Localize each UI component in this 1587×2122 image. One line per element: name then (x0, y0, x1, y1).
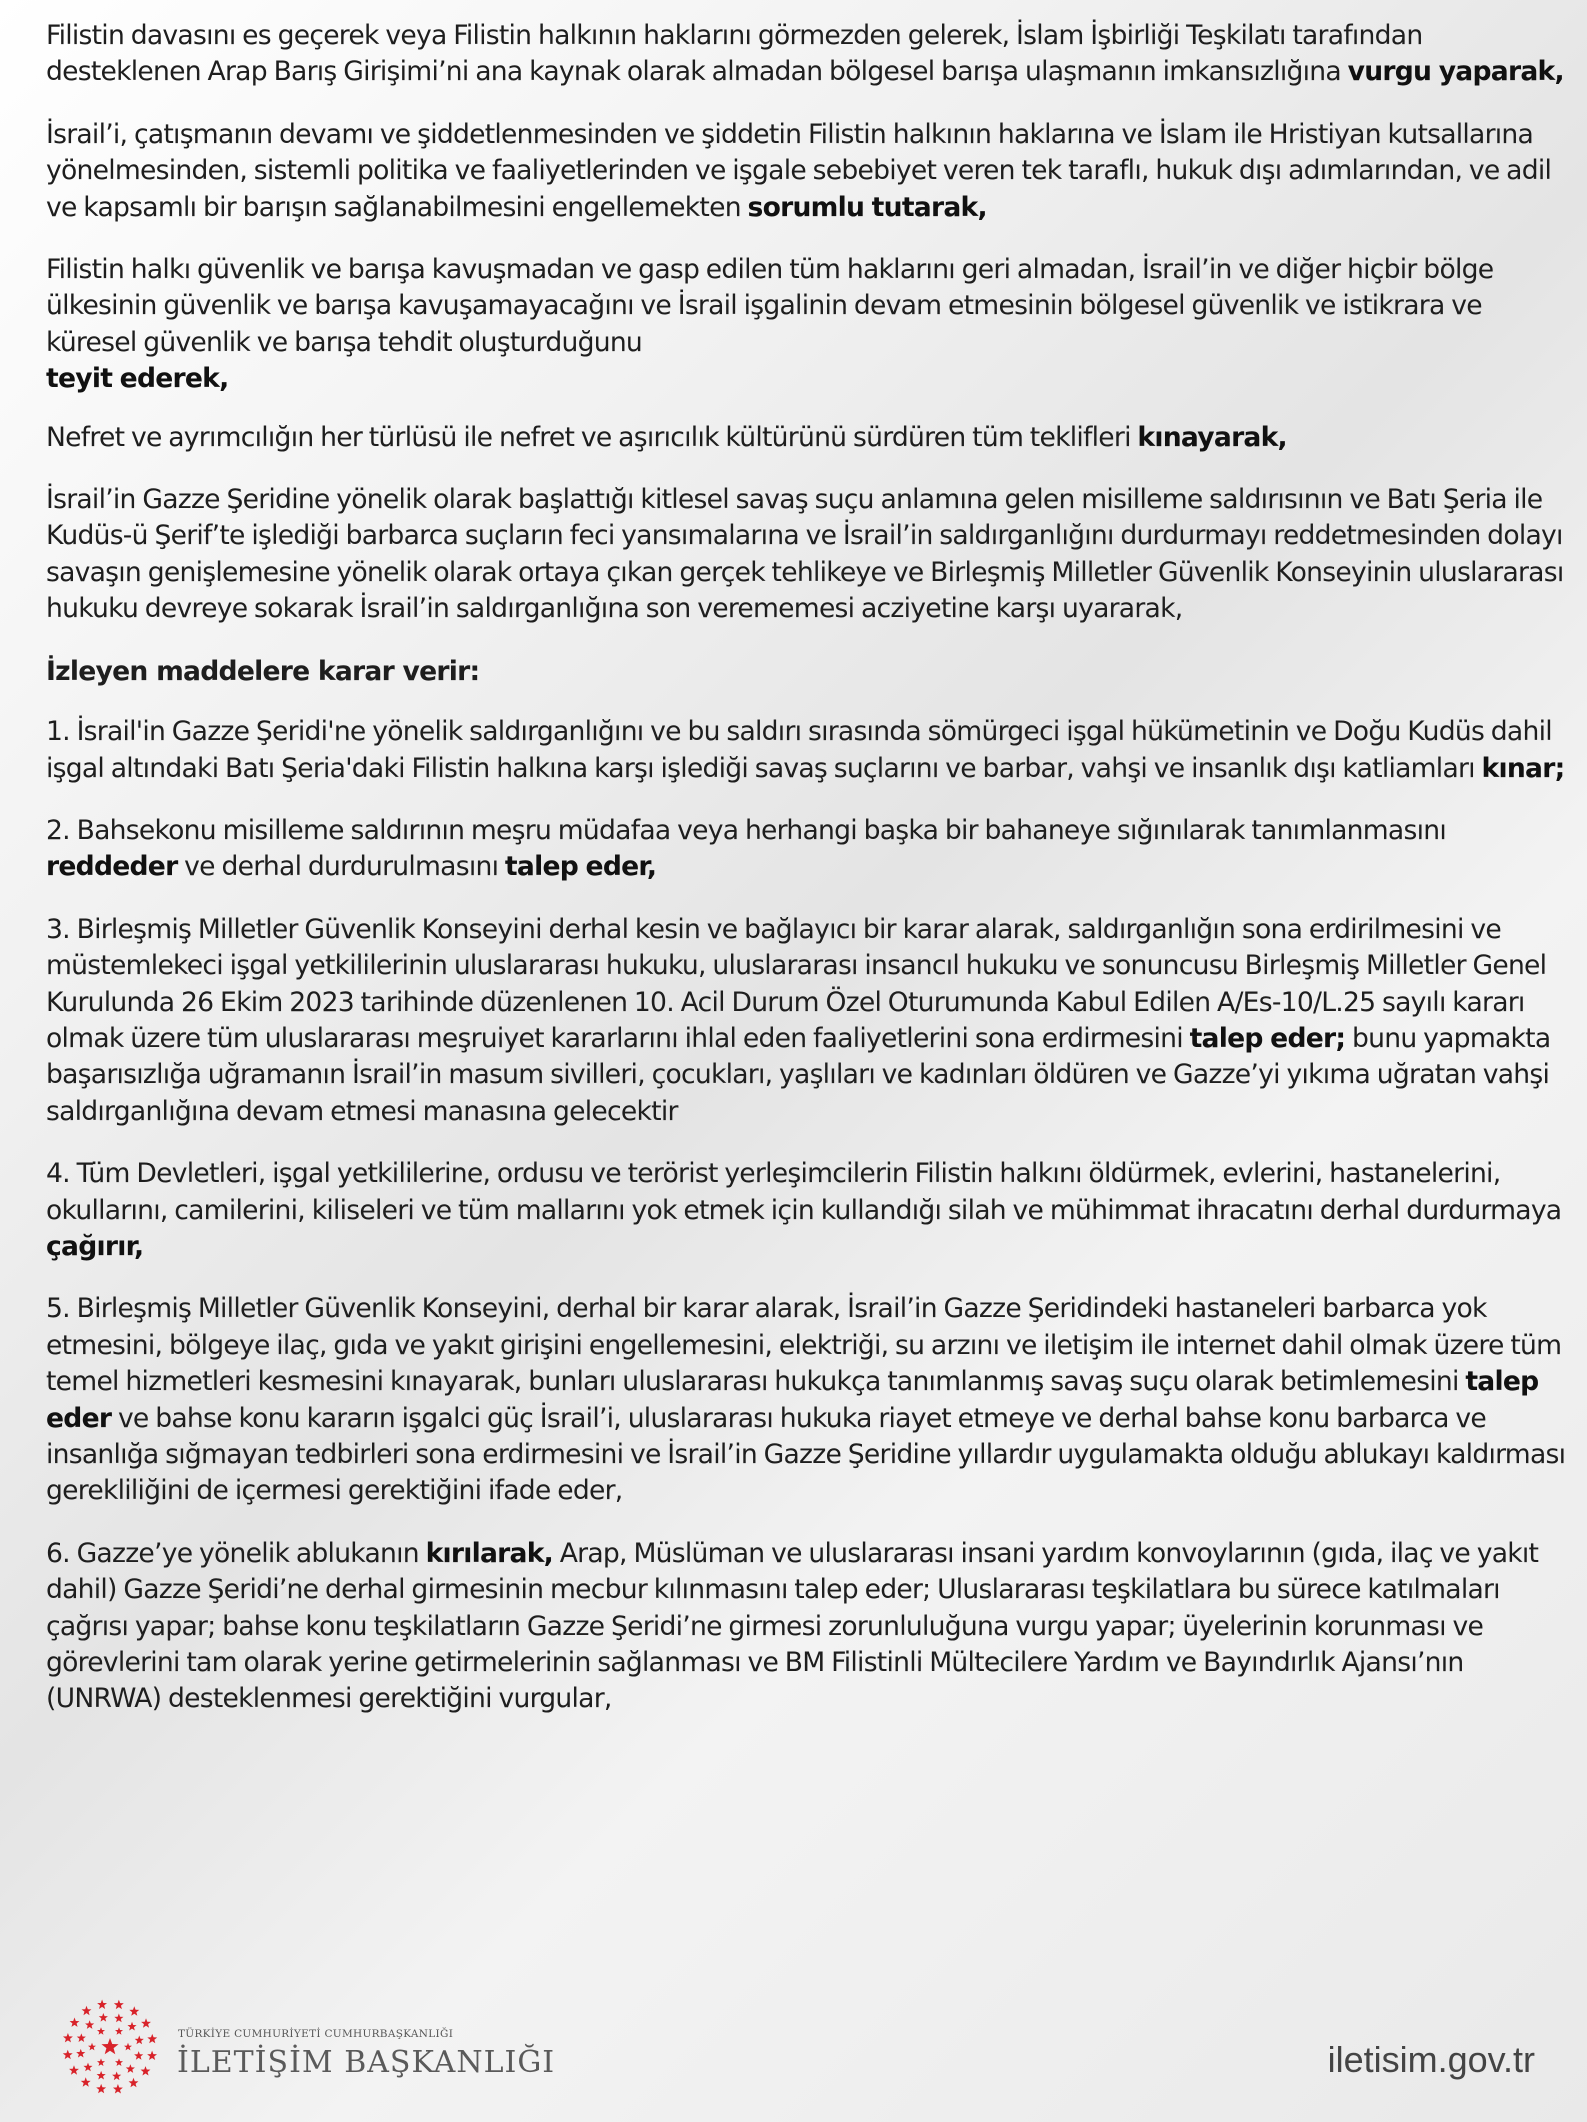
paragraph-text: Filistin davasını es geçerek veya Filistin halkının haklarını görmezden gelerek, İslam İşbirliği Teşkilatı tarafından desteklenen Arap Barış Girişimi’ni ana kaynak olarak almadan bölgesel barışa ulaşmanın imkansızlığına (46, 20, 1423, 88)
emblem-star (112, 2071, 121, 2080)
item-text: 6. Gazze’ye yönelik ablukanın (46, 1537, 426, 1569)
paragraph-text: Nefret ve ayrımcılığın her türlüsü ile nefret ve aşırıcılık kültürünü sürdüren tüm teklifleri (46, 421, 1138, 453)
emblem-star (147, 2034, 157, 2043)
item-emphasis: talep eder (46, 1366, 1539, 1434)
emblem-star (124, 2043, 132, 2051)
emblem-star (129, 2078, 139, 2087)
preamble-paragraph-1 (46, 18, 1566, 91)
decision-item-4 (46, 1156, 1566, 1265)
paragraph-text: Filistin halkı güvenlik ve barışa kavuşmadan ve gasp edilen tüm haklarını geri almadan, İsrail’in ve diğer hiçbir bölge ülkesinin güvenlik ve barışa kavuşamayacağını ve İsrail işgalinin devam etmesinin bölgesel güvenlik ve istikrara ve küresel güvenlik ve barışa tehdit oluşturduğunu (46, 254, 1494, 358)
preamble-paragraph-3 (46, 252, 1566, 398)
emblem-star (83, 2063, 92, 2072)
emblem-star (114, 2000, 124, 2009)
organization-name: İLETİŞİM BAŞKANLIĞI (177, 2045, 556, 2080)
emblem-star (113, 2084, 123, 2093)
paragraph-emphasis: teyit ederek, (46, 363, 229, 395)
paragraph-emphasis: vurgu yaparak, (1347, 56, 1564, 88)
emblem-star (77, 2033, 86, 2042)
paragraph-emphasis: sorumlu tutarak, (747, 191, 987, 223)
emblem-star (76, 2049, 85, 2058)
item-text: 2. Bahsekonu misilleme saldırının meşru müdafaa veya herhangi başka bir bahaneye sığınılarak tanımlanmasını (46, 814, 1446, 846)
emblem-star (97, 2027, 105, 2035)
emblem-star (69, 2065, 79, 2074)
decision-item-5 (46, 1291, 1566, 1509)
emblem-star (70, 2018, 80, 2027)
item-emphasis: kırılarak, (425, 1537, 554, 1569)
emblem-star (134, 2051, 143, 2060)
decision-item-3 (46, 912, 1566, 1130)
emblem-star (85, 2020, 94, 2029)
emblem-star (126, 2064, 135, 2073)
footer (0, 1995, 1587, 2105)
emblem-star (141, 2066, 151, 2075)
emblem-star (147, 2051, 157, 2060)
decision-item-2 (46, 813, 1566, 886)
emblem-star (141, 2018, 151, 2027)
emblem-star (96, 2084, 106, 2093)
emblem-star (99, 2013, 108, 2022)
emblem-star (88, 2043, 96, 2051)
item-text: 4. Tüm Devletleri, işgal yetkililerine, ordusu ve terörist yerleşimcilerin Filistin halkını öldürmek, evlerini, hastanelerini, okullarını, camilerini, kiliseleri ve tüm mallarını yok etmek için kullandığı silah ve mühimmat ihracatını derhal durdurmaya (46, 1158, 1562, 1226)
emblem-star (101, 2038, 118, 2054)
item-text: Arap, Müslüman ve uluslararası insani yardım konvoylarının (gıda, ilaç ve yakıt dahil) Gazze Şeridi’ne derhal girmesinin mecbur kılınmasını talep eder; Uluslararası teşkilatlara bu sürece katılmaları çağrısı yapar; bahse konu teşkilatların Gazze Şeridi’ne girmesi zorunluluğuna vurgu yapar; üyelerinin korunması ve görevlerini tam olarak yerine getirmelerinin sağlanması ve BM Filistinli Mültecilere Yardım ve Bayındırlık Ajansı’nın (UNRWA) desteklenmesi gerektiğini vurgular, (46, 1537, 1539, 1715)
item-text: ve bahse konu kararın işgalci güç İsrail’i, uluslararası hukuka riayet etmeye ve derhal bahse konu barbarca ve insanlığa sığmayan tedbirleri sona erdirmesini ve İsrail’in Gazze Şeridine yıllardır uygulamakta olduğu ablukayı kaldırması gerekliliğini de içermesi gerektiğini ifade eder, (46, 1402, 1566, 1507)
decision-item-6 (46, 1536, 1566, 1718)
organization-subtitle: TÜRKİYE CUMHURİYETİ CUMHURBAŞKANLIĞI (178, 2028, 454, 2040)
paragraph-emphasis: kınayarak, (1137, 421, 1287, 453)
emblem-star (63, 2050, 73, 2059)
item-text: 3. Birleşmiş Milletler Güvenlik Konseyini derhal kesin ve bağlayıcı bir karar alarak, saldırganlığın sona erdirilmesini ve müstemlekeci işgal yetkililerinin uluslararası hukuku, uluslararası insancıl hukuku ve sonuncusu Birleşmiş Milletler Genel Kurulunda 26 Ekim 2023 tarihinde düzenlenen 10. Acil Durum Özel Oturumunda Kabul Edilen A/Es-10/L.25 sayılı kararı olmak üzere tüm uluslararası meşruiyet kararlarını ihlal eden faaliyetlerini sona erdirmesini (46, 913, 1547, 1054)
decision-heading: İzleyen maddelere karar verir: (46, 655, 480, 687)
paragraph-text: İsrail’in Gazze Şeridine yönelik olarak başlattığı kitlesel savaş suçu anlamına gelen misilleme saldırısının ve Batı Şeria ile Kudüs-ü Şerif’te işlediği barbarca suçların feci yansımalarına ve İsrail’in saldırganlığını durdurmayı reddetmesinden dolayı savaşın genişlemesine yönelik olarak ortaya çıkan gerçek tehlikeye ve Birleşmiş Milletler Güvenlik Konseyinin uluslararası hukuku devreye sokarak İsrail’in saldırganlığına son verememesi acziyetine karşı uyararak, (46, 484, 1564, 625)
emblem-star (115, 2027, 123, 2035)
emblem-star (63, 2033, 73, 2042)
emblem-star (82, 2006, 92, 2015)
document-body (46, 18, 1566, 1744)
item-emphasis: reddeder (46, 851, 178, 883)
item-emphasis: kınar; (1481, 752, 1565, 784)
emblem-star (97, 2000, 107, 2009)
preamble-paragraph-2 (46, 117, 1566, 226)
emblem-star (129, 2006, 139, 2015)
item-text: ve derhal durdurulmasını (177, 851, 505, 883)
website-link[interactable]: iletisim.gov.tr (1327, 2039, 1535, 2080)
emblem-star (135, 2036, 144, 2045)
item-emphasis: talep eder, (504, 851, 657, 883)
emblem-star (97, 2071, 106, 2080)
item-emphasis: çağırır, (46, 1230, 144, 1262)
emblem-star (115, 2058, 123, 2066)
preamble-paragraph-4 (46, 420, 1566, 456)
star-cluster-emblem-icon (60, 1997, 160, 2097)
paragraph-text: İsrail’i, çatışmanın devamı ve şiddetlenmesinden ve şiddetin Filistin halkının haklarına ve İslam ile Hristiyan kutsallarına yönelmesinden, sistemli politika ve faaliyetlerinden ve işgale sebebiyet veren tek taraflı, hukuk dışı adımlarından, ve adil ve kapsamlı bir barışın sağlanabilmesini engellemekten (46, 118, 1552, 223)
item-text: 5. Birleşmiş Milletler Güvenlik Konseyini, derhal bir karar alarak, İsrail’in Gazze Şeridindeki hastaneleri barbarca yok etmesini, bölgeye ilaç, gıda ve yakıt girişini engellemesini, elektriği, su arzını ve iletişim ile internet dahil olmak üzere tüm temel hizmetleri kesmesini kınayarak, bunları uluslararası hukukça tanımlanmış savaş suçu olarak betimlemesini (46, 1293, 1562, 1398)
decision-item-1 (46, 714, 1566, 787)
emblem-star (81, 2077, 91, 2086)
emblem-star (97, 2058, 105, 2066)
item-emphasis: talep eder; (1189, 1022, 1346, 1054)
emblem-star (127, 2022, 136, 2031)
item-text: 1. İsrail'in Gazze Şeridi'ne yönelik saldırganlığını ve bu saldırı sırasında sömürgeci işgal hükümetinin ve Doğu Kudüs dahil işgal altındaki Batı Şeria'daki Filistin halkına karşı işlediği savaş suçlarını ve barbar, vahşi ve insanlık dışı katliamları (46, 716, 1552, 784)
item-text: bunu yapmakta başarısızlığa uğramanın İsrail’in masum sivilleri, çocukları, yaşlıları ve kadınları öldüren ve Gazze’yi yıkıma uğratan vahşi saldırganlığına devam etmesi manasına gelecektir (46, 1022, 1551, 1127)
emblem-star (114, 2014, 123, 2023)
preamble-paragraph-5 (46, 482, 1566, 628)
